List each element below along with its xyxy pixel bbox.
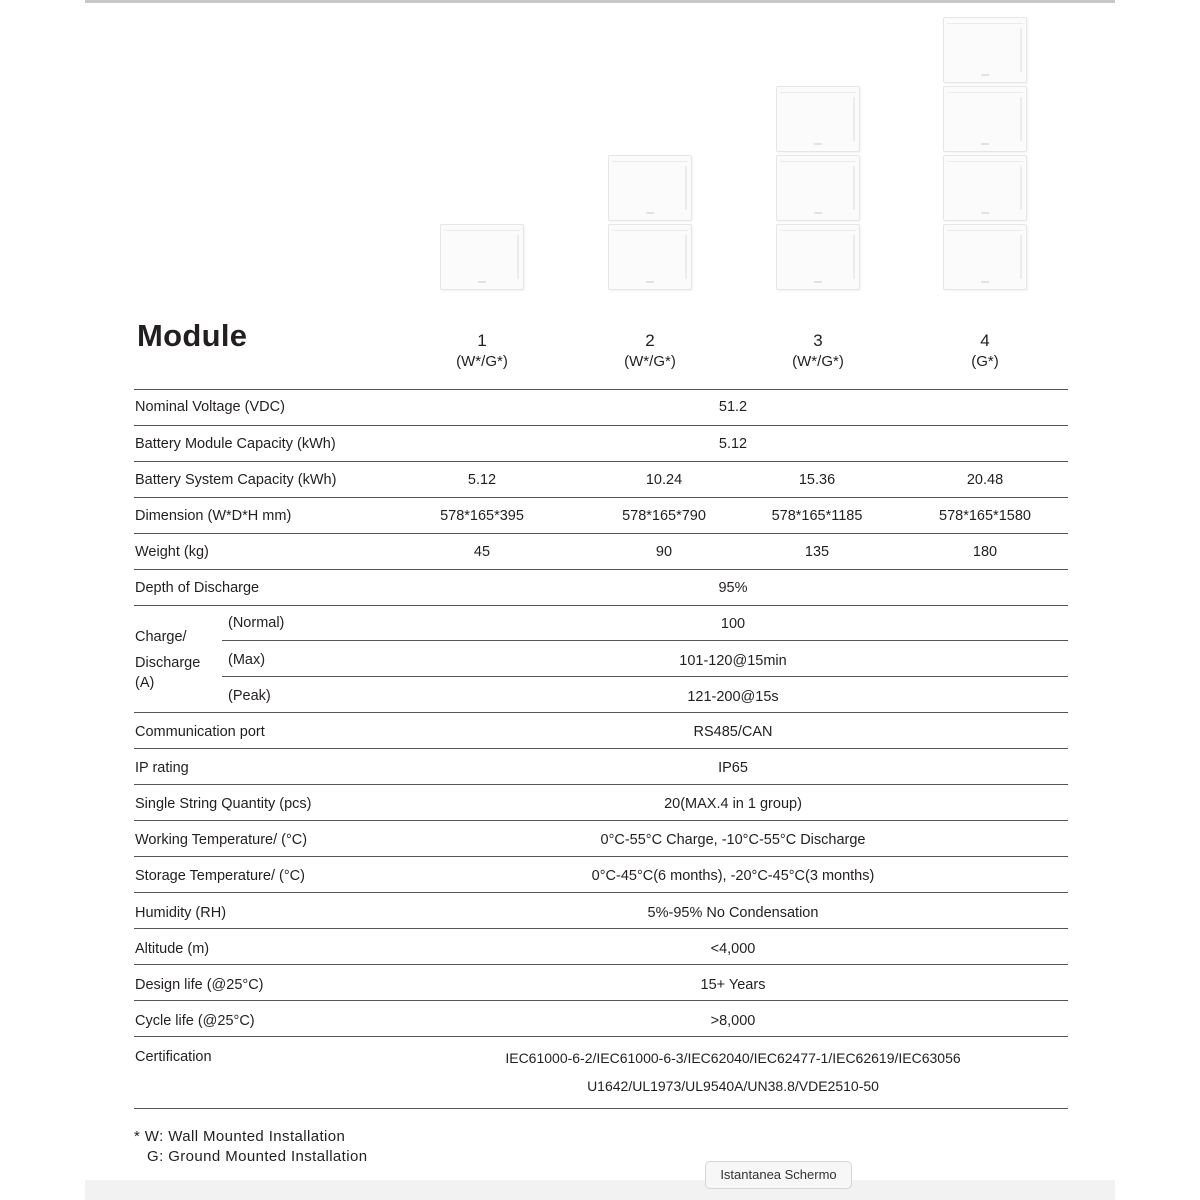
battery-logo-mark <box>981 143 989 145</box>
battery-logo-mark <box>646 281 654 283</box>
table-divider <box>134 569 1068 570</box>
value-working-temp: 0°C-55°C Charge, -10°C-55°C Discharge <box>600 832 866 848</box>
value-humidity: 5%-95% No Condensation <box>647 905 819 921</box>
value-charge-peak: 121-200@15s <box>687 689 779 705</box>
column-header-3 <box>738 331 898 373</box>
sublabel-peak: (Peak) <box>228 688 271 704</box>
battery-module-unit <box>440 224 524 290</box>
column-install-type: (W*/G*) <box>624 353 676 370</box>
value-weight-4: 180 <box>972 544 998 560</box>
column-number: 4 <box>980 331 990 350</box>
battery-logo-mark <box>981 281 989 283</box>
column-install-type: (W*/G*) <box>792 353 844 370</box>
table-divider <box>134 892 1068 893</box>
page-title: Module <box>137 318 248 353</box>
table-divider <box>134 605 1068 606</box>
footnote-wall: * W: Wall Mounted Installation <box>134 1128 346 1145</box>
row-label-certification: Certification <box>135 1049 212 1065</box>
value-storage-temp: 0°C-45°C(6 months), -20°C-45°C(3 months) <box>591 868 875 884</box>
battery-module-unit <box>943 86 1027 152</box>
value-weight-1: 45 <box>473 544 491 560</box>
row-label-design-life: Design life (@25°C) <box>135 977 264 993</box>
value-weight-2: 90 <box>655 544 673 560</box>
column-number: 3 <box>813 331 823 350</box>
value-ip-rating: IP65 <box>718 760 748 776</box>
row-label-module-capacity: Battery Module Capacity (kWh) <box>135 436 336 452</box>
row-label-working-temp: Working Temperature/ (°C) <box>135 832 308 848</box>
table-divider <box>134 1108 1068 1109</box>
table-divider <box>134 820 1068 821</box>
bottom-bar <box>85 1180 1115 1200</box>
sublabel-normal: (Normal) <box>228 615 285 631</box>
battery-stack-1 <box>440 221 524 290</box>
table-divider <box>134 461 1068 462</box>
top-border <box>85 0 1115 3</box>
value-dimension-3: 578*165*1185 <box>771 508 863 524</box>
charge-label-line: Discharge <box>135 655 201 671</box>
row-label-dod: Depth of Discharge <box>135 580 260 596</box>
column-number: 1 <box>477 331 487 350</box>
row-label-string-qty: Single String Quantity (pcs) <box>135 796 312 812</box>
table-subdivider <box>222 676 1068 677</box>
value-system-capacity-2: 10.24 <box>645 472 683 488</box>
table-divider <box>134 748 1068 749</box>
table-divider <box>134 497 1068 498</box>
battery-logo-mark <box>981 74 989 76</box>
battery-logo-mark <box>814 212 822 214</box>
value-weight-3: 135 <box>804 544 830 560</box>
row-label-weight: Weight (kg) <box>135 544 209 560</box>
value-design-life: 15+ Years <box>700 977 766 993</box>
row-label-ip-rating: IP rating <box>135 760 189 776</box>
value-certification-line-1: IEC61000-6-2/IEC61000-6-3/IEC62040/IEC62477-1/IEC62619/IEC63056 <box>505 1050 961 1066</box>
battery-logo-mark <box>478 281 486 283</box>
battery-logo-mark <box>814 143 822 145</box>
battery-stack-2 <box>608 152 692 290</box>
column-header-4 <box>905 331 1065 373</box>
battery-stack-4 <box>943 14 1027 290</box>
battery-module-unit <box>608 155 692 221</box>
value-comm-port: RS485/CAN <box>693 724 773 740</box>
row-label-nominal-voltage: Nominal Voltage (VDC) <box>135 399 285 415</box>
row-label-humidity: Humidity (RH) <box>135 905 227 921</box>
battery-module-unit <box>776 155 860 221</box>
value-system-capacity-4: 20.48 <box>966 472 1004 488</box>
row-label-comm-port: Communication port <box>135 724 265 740</box>
battery-module-unit <box>943 155 1027 221</box>
table-divider <box>134 1036 1068 1037</box>
column-install-type: (G*) <box>971 353 999 370</box>
screenshot-tooltip: Istantanea Schermo <box>705 1161 852 1189</box>
table-divider <box>134 389 1068 390</box>
column-header-2 <box>570 331 730 373</box>
battery-stack-3 <box>776 83 860 290</box>
table-divider <box>134 928 1068 929</box>
table-divider <box>134 425 1068 426</box>
table-divider <box>134 964 1068 965</box>
column-install-type: (W*/G*) <box>456 353 508 370</box>
row-label-charge-discharge <box>135 626 200 695</box>
value-string-qty: 20(MAX.4 in 1 group) <box>664 796 802 812</box>
footnote <box>134 1127 367 1167</box>
column-header-1 <box>402 331 562 373</box>
value-charge-normal: 100 <box>720 616 746 632</box>
battery-module-unit <box>608 224 692 290</box>
battery-logo-mark <box>814 281 822 283</box>
row-label-altitude: Altitude (m) <box>135 941 210 957</box>
battery-logo-mark <box>981 212 989 214</box>
value-dimension-4: 578*165*1580 <box>939 508 1031 524</box>
battery-module-unit <box>943 17 1027 83</box>
charge-label-line: Charge/ <box>135 629 187 645</box>
battery-module-unit <box>776 224 860 290</box>
table-subdivider <box>222 640 1068 641</box>
value-charge-max: 101-120@15min <box>679 653 787 669</box>
table-divider <box>134 856 1068 857</box>
battery-module-unit <box>943 224 1027 290</box>
value-certification-line-2: U1642/UL1973/UL9540A/UN38.8/VDE2510-50 <box>587 1078 879 1094</box>
table-divider <box>134 533 1068 534</box>
row-label-system-capacity: Battery System Capacity (kWh) <box>135 472 337 488</box>
table-divider <box>134 712 1068 713</box>
table-divider <box>134 784 1068 785</box>
battery-module-unit <box>776 86 860 152</box>
column-number: 2 <box>645 331 655 350</box>
value-module-capacity: 5.12 <box>718 436 748 452</box>
value-nominal-voltage: 51.2 <box>718 399 748 415</box>
row-label-cycle-life: Cycle life (@25°C) <box>135 1013 255 1029</box>
footnote-ground: G: Ground Mounted Installation <box>147 1148 368 1165</box>
charge-label-line: (A) <box>135 675 155 691</box>
row-label-storage-temp: Storage Temperature/ (°C) <box>135 868 305 884</box>
value-system-capacity-1: 5.12 <box>467 472 497 488</box>
value-dimension-2: 578*165*790 <box>622 508 706 524</box>
battery-logo-mark <box>646 212 654 214</box>
sublabel-max: (Max) <box>228 652 266 668</box>
row-label-dimension: Dimension (W*D*H mm) <box>135 508 292 524</box>
table-divider <box>134 1000 1068 1001</box>
value-altitude: <4,000 <box>710 941 756 957</box>
value-cycle-life: >8,000 <box>710 1013 756 1029</box>
value-dimension-1: 578*165*395 <box>440 508 524 524</box>
value-system-capacity-3: 15.36 <box>798 472 836 488</box>
value-dod: 95% <box>718 580 748 596</box>
